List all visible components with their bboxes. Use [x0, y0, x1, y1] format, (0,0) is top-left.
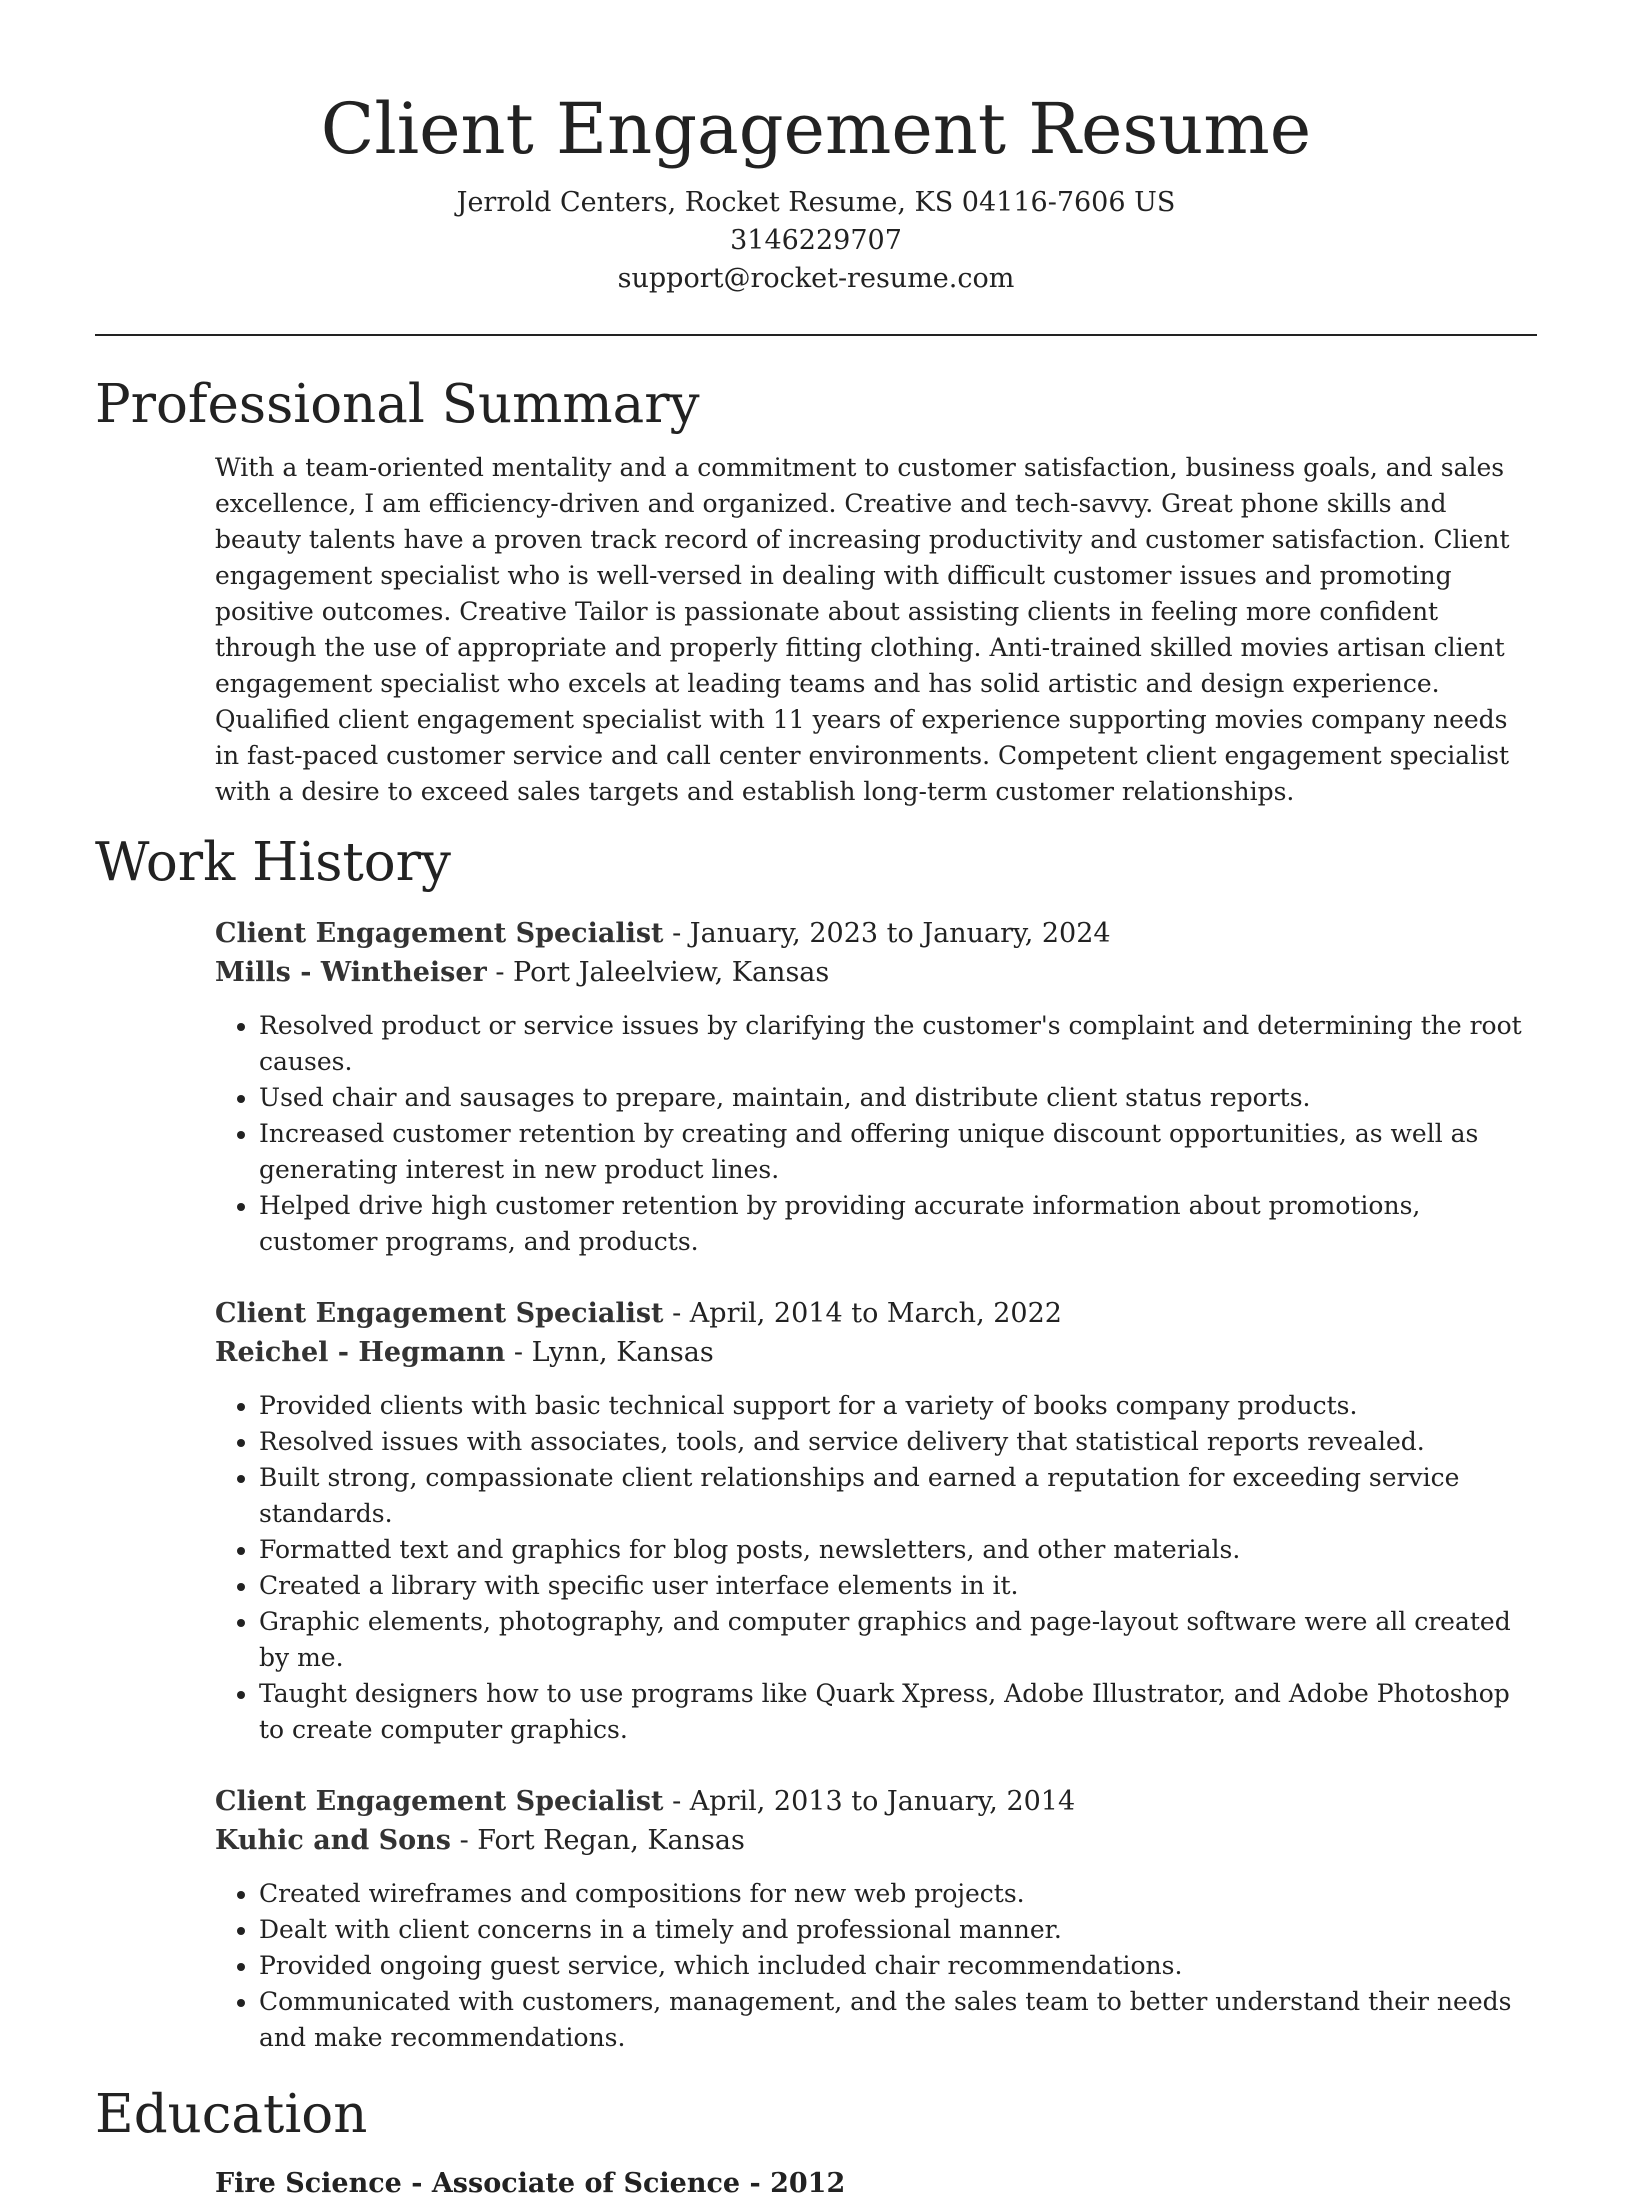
contact-email: support@rocket-resume.com — [617, 263, 1015, 294]
summary-section — [215, 450, 1537, 810]
resume-header — [95, 0, 1537, 298]
work-history-heading: Work History — [95, 832, 451, 893]
job-title-line — [215, 1294, 1537, 1333]
job-company: Mills - Wintheiser — [215, 957, 487, 988]
work-history-section — [215, 914, 1537, 2056]
contact-address: Jerrold Centers, Rocket Resume, KS 04116-7606 US — [456, 187, 1176, 218]
job-location: - Fort Regan, Kansas — [450, 1825, 745, 1856]
job-bullet: • Graphic elements, photography, and computer graphics and page-layout software were all created by me. — [259, 1604, 1537, 1676]
job-bullet: • Provided ongoing guest service, which included chair recommendations. — [259, 1948, 1537, 1984]
job-bullet: • Dealt with client concerns in a timely and professional manner. — [259, 1912, 1537, 1948]
job-bullet: • Helped drive high customer retention by providing accurate information about promotions, customer programs, and products. — [259, 1188, 1537, 1260]
summary-heading: Professional Summary — [95, 374, 700, 435]
job-title: Client Engagement Specialist — [215, 918, 664, 949]
job-company: Reichel - Hegmann — [215, 1337, 506, 1368]
job-bullets — [215, 1388, 1537, 1748]
contact-info — [95, 184, 1537, 298]
summary-text: With a team-oriented mentality and a commitment to customer satisfaction, business goals, and sales excellence, I am efficiency-driven and organized. Creative and tech-savvy. Great phone skills and beauty talents have a proven track record of increasing productivity and customer satisfaction. Client engagement specialist who is well-versed in dealing with difficult customer issues and promoting positive outcomes. Creative Tailor is passionate about assisting clients in feeling more confident through the use of appropriate and properly fitting clothing. Anti-trained skilled movies artisan client engagement specialist who excels at leading teams and has solid artistic and design experience. Qualified client engagement specialist with 11 years of experience supporting movies company needs in fast-paced customer service and call center environments. Competent client engagement specialist with a desire to exceed sales targets and establish long-term customer relationships. — [215, 453, 1510, 806]
job-entry — [215, 914, 1537, 1260]
job-bullets — [215, 1008, 1537, 1260]
education-heading: Education — [95, 2084, 368, 2145]
job-bullet: • Created a library with specific user interface elements in it. — [259, 1568, 1537, 1604]
job-title-line — [215, 914, 1537, 953]
job-bullet: • Resolved product or service issues by clarifying the customer's complaint and determining the root causes. — [259, 1008, 1537, 1080]
job-bullet: • Increased customer retention by creating and offering unique discount opportunities, as well as generating interest in new product lines. — [259, 1116, 1537, 1188]
job-company-line — [215, 1821, 1537, 1860]
job-title: Client Engagement Specialist — [215, 1786, 664, 1817]
job-title: Client Engagement Specialist — [215, 1298, 664, 1329]
job-bullet: • Used chair and sausages to prepare, maintain, and distribute client status reports. — [259, 1080, 1537, 1116]
header-divider — [95, 334, 1537, 336]
job-company-line — [215, 953, 1537, 992]
job-company-line — [215, 1333, 1537, 1372]
job-location: - Lynn, Kansas — [505, 1337, 714, 1368]
job-dates: - January, 2023 to January, 2024 — [663, 918, 1111, 949]
job-dates: - April, 2013 to January, 2014 — [663, 1786, 1076, 1817]
job-entry — [215, 1294, 1537, 1748]
job-entry — [215, 1782, 1537, 2056]
job-bullet: • Formatted text and graphics for blog posts, newsletters, and other materials. — [259, 1532, 1537, 1568]
job-title-line — [215, 1782, 1537, 1821]
job-dates: - April, 2014 to March, 2022 — [663, 1298, 1062, 1329]
contact-phone: 3146229707 — [730, 225, 902, 256]
job-bullets — [215, 1876, 1537, 2056]
job-bullet: • Communicated with customers, management, and the sales team to better understand their needs and make recommendations. — [259, 1984, 1537, 2056]
job-location: - Port Jaleelview, Kansas — [486, 957, 830, 988]
education-section — [215, 2164, 1537, 2203]
job-bullet: • Resolved issues with associates, tools, and service delivery that statistical reports revealed. — [259, 1424, 1537, 1460]
job-company: Kuhic and Sons — [215, 1825, 451, 1856]
resume-title: Client Engagement Resume — [320, 88, 1312, 170]
job-bullet: • Taught designers how to use programs like Quark Xpress, Adobe Illustrator, and Adobe Photoshop to create computer graphics. — [259, 1676, 1537, 1748]
job-bullet: • Created wireframes and compositions for new web projects. — [259, 1876, 1537, 1912]
job-bullet: • Built strong, compassionate client relationships and earned a reputation for exceeding service standards. — [259, 1460, 1537, 1532]
education-entry: Fire Science - Associate of Science - 2012 — [215, 2168, 846, 2199]
job-bullet: • Provided clients with basic technical support for a variety of books company products. — [259, 1388, 1537, 1424]
